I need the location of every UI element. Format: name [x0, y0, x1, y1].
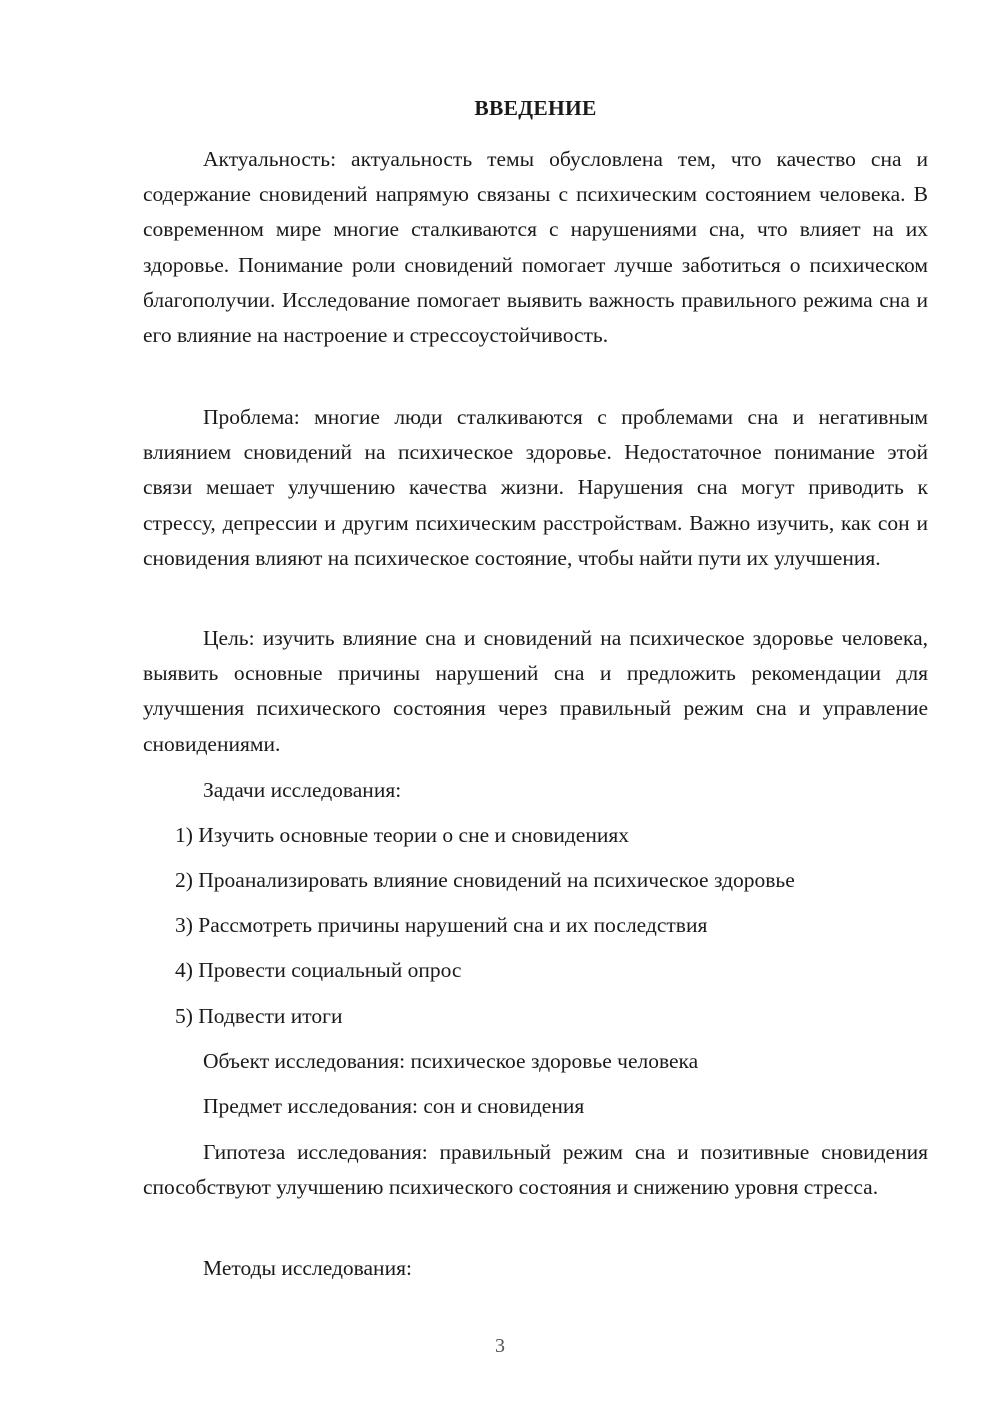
task-item-1: 1) Изучить основные теории о сне и сновидениях: [175, 823, 629, 847]
subject-line: Предмет исследования: сон и сновидения: [203, 1094, 585, 1118]
task-item-2: 2) Проанализировать влияние сновидений на психическое здоровье: [175, 868, 795, 892]
task-item-4: 4) Провести социальный опрос: [175, 958, 462, 982]
object-line: Объект исследования: психическое здоровье человека: [203, 1049, 699, 1073]
task-item-5: 5) Подвести итоги: [175, 1004, 343, 1028]
relevance-paragraph: Актуальность: актуальность темы обусловлена тем, что качество сна и содержание сновидений напрямую связаны с психическим состоянием человека. В современном мире многие сталкиваются с нарушениями сна, что влияет на их здоровье. Понимание роли сновидений помогает лучше заботиться о психическом благополучии. Исследование помогает выявить важность правильного режима сна и его влияние на настроение и стрессоустойчивость.: [143, 147, 928, 348]
tasks-heading: Задачи исследования:: [203, 778, 402, 802]
goal-paragraph: Цель: изучить влияние сна и сновидений на психическое здоровье человека, выявить основные причины нарушений сна и предложить рекомендации для улучшения психического состояния через правильный режим сна и управление сновидениями.: [143, 626, 928, 756]
problem-paragraph: Проблема: многие люди сталкиваются с проблемами сна и негативным влиянием сновидений на психическое здоровье. Недостаточное понимание этой связи мешает улучшению качества жизни. Нарушения сна могут приводить к стрессу, депрессии и другим психическим расстройствам. Важно изучить, как сон и сновидения влияют на психическое состояние, чтобы найти пути их улучшения.: [143, 405, 928, 570]
hypothesis-paragraph: Гипотеза исследования: правильный режим сна и позитивные сновидения способствуют улучшению психического состояния и снижению уровня стресса.: [143, 1140, 928, 1200]
section-title: ВВЕДЕНИЕ: [474, 96, 597, 120]
page-number: 3: [495, 1335, 505, 1357]
task-item-3: 3) Рассмотреть причины нарушений сна и их последствия: [175, 913, 708, 937]
methods-heading: Методы исследования:: [203, 1256, 412, 1280]
